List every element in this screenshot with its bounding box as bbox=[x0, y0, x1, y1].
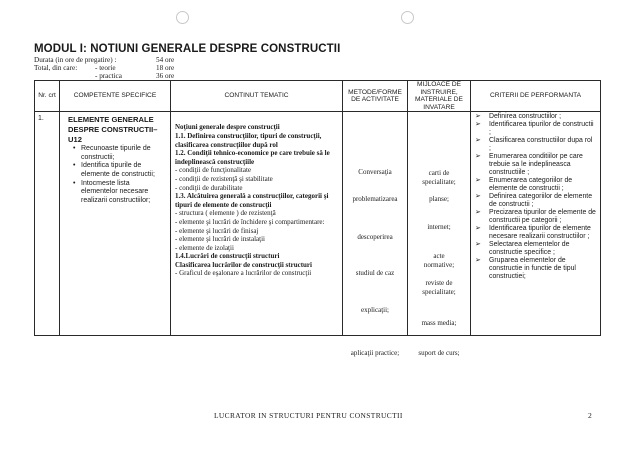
criterii-list bbox=[473, 113, 596, 281]
duration-total-value: 54 ore bbox=[156, 56, 175, 64]
row-nr: 1. bbox=[35, 112, 60, 336]
metode-cell bbox=[343, 112, 408, 358]
competente-item: • Intocmeste lista elementelor necesare realizarii constructiilor; bbox=[68, 180, 168, 206]
criteriu-item: ➢ Precizarea tipurilor de elemente de constructii pe categorii ; bbox=[473, 209, 596, 225]
competente-item: • Recunoaste tipurile de constructii; bbox=[68, 145, 168, 162]
duration-theory-value: 18 ore bbox=[156, 64, 175, 72]
mijloc-item: acte normative; bbox=[423, 252, 455, 269]
duration-practice-value: 36 ore bbox=[156, 72, 175, 80]
metoda-item: descoperirea bbox=[357, 233, 393, 242]
criteriu-item: ➢ Enumerarea conditiilor pe care trebuie sa le indeplineasca constructiile ; bbox=[473, 153, 596, 177]
mijloace-cell bbox=[408, 112, 471, 358]
continut-heading: 1.4.Lucrări de construcţii structuri bbox=[175, 252, 280, 261]
mijloc-item: planse; bbox=[429, 195, 449, 204]
continut-item: - elemente şi lucrări de finisaj bbox=[175, 226, 259, 235]
continut-list bbox=[175, 123, 339, 278]
metoda-item: Conversaţia bbox=[358, 168, 392, 177]
header-metode: METODE/FORME DE ACTIVITATE bbox=[343, 81, 408, 112]
criteriu-item: ➢ Identificarea tipurilor de constructii ; bbox=[473, 121, 596, 137]
criteriu-item: ➢ Selectarea elementelor de constructie specifice ; bbox=[473, 241, 596, 257]
continut-item: - elemente şi lucrări de instalaţii bbox=[175, 235, 265, 244]
mijloc-item: internet; bbox=[427, 223, 451, 232]
module-title: MODUL I: NOTIUNI GENERALE DESPRE CONSTRUCTII bbox=[34, 43, 341, 55]
duration-practice-label: - practica bbox=[95, 72, 122, 80]
competente-item: • Identifica tipurile de elemente de constructii; bbox=[68, 162, 168, 179]
criterii-cell bbox=[471, 112, 601, 336]
mijloc-item: carti de specialitate; bbox=[422, 169, 456, 186]
criteriu-item: ➢ Enumerarea categoriilor de elemente de constructii ; bbox=[473, 177, 596, 193]
page-number: 2 bbox=[588, 411, 592, 420]
table-row bbox=[35, 112, 601, 336]
module-table bbox=[34, 80, 601, 358]
mijloc-item: suport de curs; bbox=[418, 349, 460, 358]
page-footer: LUCRATOR IN STRUCTURI PENTRU CONSTRUCTII bbox=[214, 411, 403, 420]
duration-theory-label: - teorie bbox=[95, 64, 116, 72]
continut-item: - condiţii de funcţionalitate bbox=[175, 166, 252, 175]
header-continut: CONTINUT TEMATIC bbox=[171, 81, 343, 112]
competente-cell bbox=[60, 112, 171, 336]
header-competente: COMPETENTE SPECIFICE bbox=[60, 81, 171, 112]
duration-total-label: Durata (in ore de pregatire) : bbox=[34, 56, 117, 64]
metoda-item: studiul de caz bbox=[355, 269, 395, 278]
criteriu-item: ➢ Definirea constructiilor ; bbox=[473, 113, 596, 121]
continut-item: - condiţii de durabilitate bbox=[175, 183, 243, 192]
continut-item: - elemente şi lucrări de închidere şi compartimentare: bbox=[175, 217, 325, 226]
continut-item: - condiţii de rezistenţă şi stabilitate bbox=[175, 174, 273, 183]
criteriu-item: ➢ Clasificarea constructiilor dupa rol ; bbox=[473, 137, 596, 153]
continut-heading: Noţiuni generale despre construcţii bbox=[175, 123, 280, 132]
continut-heading: 1.1. Definirea construcţiilor, tipuri de construcţii, clasificarea construcţiilor după rol bbox=[175, 131, 322, 149]
criteriu-item: ➢ Gruparea elementelor de constructie in functie de tipul constructiei; bbox=[473, 257, 596, 281]
header-mijloace: MIJLOACE DE INSTRUIRE, MATERIALE DE INVATARE bbox=[408, 81, 471, 112]
mijloc-item: mass media; bbox=[421, 319, 457, 328]
continut-heading: 1.3. Alcătuirea generală a construcţiilor, categorii şi tipuri de elemente de construcţii bbox=[175, 192, 329, 209]
continut-heading: 1.2. Condiţii tehnico-economice pe care trebuie să le îndeplinească construcţiile bbox=[175, 149, 330, 166]
metoda-item: explicaţii; bbox=[361, 306, 389, 315]
continut-item: - structura ( elemente ) de rezistenţă bbox=[175, 209, 276, 218]
criteriu-item: ➢ Identificarea tipurilor de elemente necesare realizarii constructiilor ; bbox=[473, 225, 596, 241]
criteriu-item: ➢ Definirea categoriilor de elemente de constructii ; bbox=[473, 193, 596, 209]
duration-breakdown-label: Total, din care: bbox=[34, 64, 78, 72]
table-header-row bbox=[35, 81, 601, 112]
continut-item: - elemente de izolaţii bbox=[175, 243, 234, 252]
header-nr: Nr. crt bbox=[35, 81, 60, 112]
punch-hole-left bbox=[176, 11, 189, 24]
continut-heading: Clasificarea lucrărilor de construcţii structuri bbox=[175, 260, 312, 269]
header-criterii: CRITERII DE PERFORMANTA bbox=[471, 81, 601, 112]
competente-list bbox=[68, 145, 168, 205]
continut-cell bbox=[171, 112, 343, 336]
continut-item: - Graficul de eşalonare a lucrărilor de construcţii bbox=[175, 269, 312, 278]
punch-hole-right bbox=[401, 11, 414, 24]
competente-title: ELEMENTE GENERALE DESPRE CONSTRUCTII– U12 bbox=[68, 115, 158, 144]
metoda-item: problematizarea bbox=[352, 195, 398, 204]
mijloc-item: reviste de specialitate; bbox=[422, 279, 456, 296]
metoda-item: aplicaţii practice; bbox=[350, 349, 400, 358]
